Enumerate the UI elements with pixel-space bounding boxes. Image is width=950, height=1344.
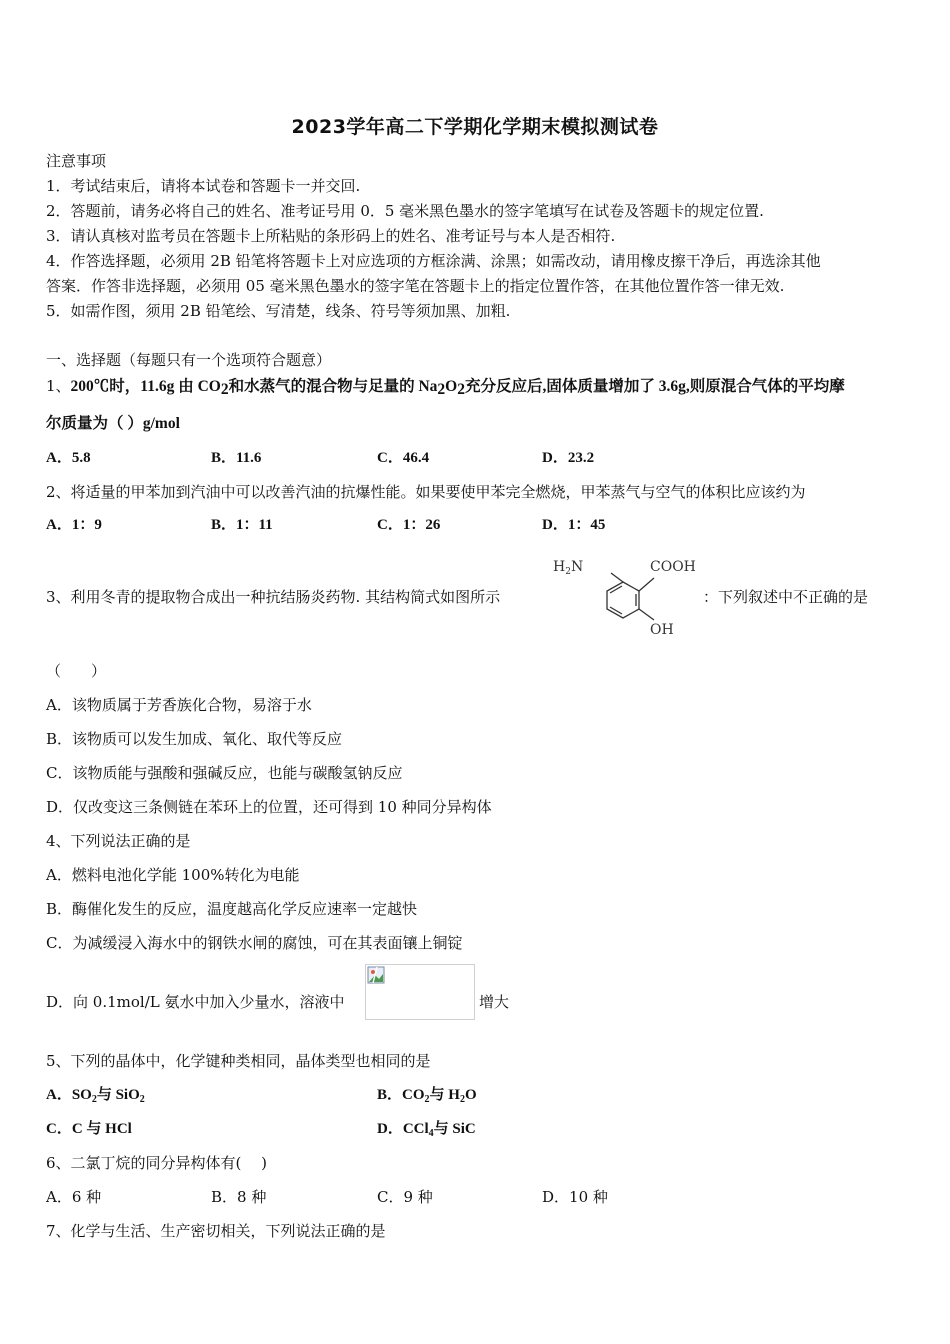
q1-option-d: D．23.2 — [542, 450, 595, 466]
q1-text: 充分反应后,固体质量增加了 3.6g,则原混合气体的平均摩 — [464, 378, 845, 395]
q3-option-b: B．该物质可以发生加成、氧化、取代等反应 — [46, 730, 343, 748]
q5-option-a: A．$SO_2$与 SiO$_2$ — [46, 1087, 145, 1105]
notice-item: 5．如需作图，须用 2B 铅笔绘、写清楚，线条、符号等须加黑、加粗. — [46, 302, 511, 320]
q1-sub: 2 — [220, 381, 229, 398]
question-3-stem: 3、利用冬青的提取物合成出一种抗结肠炎药物. 其结构简式如图所示 — [46, 588, 501, 606]
page-title: 2023学年高二下学期化学期末模拟测试卷 — [291, 116, 659, 138]
question-7-stem: 7、化学与生活、生产密切相关，下列说法正确的是 — [46, 1222, 386, 1240]
q2-option-b: B．1：11 — [211, 517, 273, 533]
q6-option-a: A．6 种 — [46, 1188, 102, 1206]
q4-option-b: B．酶催化发生的反应，温度越高化学反应速率一定越快 — [46, 900, 418, 918]
q2-option-c: C．1：26 — [377, 517, 441, 533]
question-2-stem: 2、将适量的甲苯加到汽油中可以改善汽油的抗爆性能。如果要使甲苯完全燃烧，甲苯蒸气与空气的体积比应该约为 — [46, 483, 806, 501]
question-3-paren: （ ） — [46, 662, 107, 680]
q3-option-a: A．该物质属于芳香族化合物，易溶于水 — [46, 696, 312, 714]
q3-option-c: C．该物质能与强酸和强碱反应，也能与碳酸氢钠反应 — [46, 764, 403, 782]
q4-option-a: A．燃料电池化学能 100%转化为电能 — [46, 866, 300, 884]
q4-option-d-pre: D．向 0.1mol/L 氨水中加入少量水，溶液中 — [46, 993, 345, 1011]
q6-option-d: D．10 种 — [542, 1188, 608, 1206]
q6-option-c: C．9 种 — [377, 1188, 433, 1206]
q1-text: 200℃时，11.6g 由 CO — [70, 378, 221, 395]
q1-sub: 2 — [437, 381, 446, 398]
q4-option-d-post: 增大 — [479, 993, 510, 1011]
q1-text: O — [445, 378, 458, 395]
notice-heading: 注意事项 — [46, 152, 107, 170]
question-1-stem — [46, 376, 845, 400]
molecule-structure-image — [553, 552, 713, 642]
question-number: 1、 — [46, 377, 71, 395]
q5-option-d: D．CCl$_4$与 SiC — [377, 1121, 476, 1139]
notice-item: 答案．作答非选择题，必须用 05 毫米黑色墨水的签字笔在答题卡上的指定位置作答，在其他位置作答一律无效. — [46, 277, 785, 295]
structure-acid-label: COOH — [650, 559, 696, 575]
q6-option-b: B．8 种 — [211, 1188, 267, 1206]
question-4-stem: 4、下列说法正确的是 — [46, 832, 191, 850]
notice-item: 2．答题前，请务必将自己的姓名、准考证号用 0．5 毫米黑色墨水的签字笔填写在试卷及答题卡的规定位置. — [46, 202, 764, 220]
broken-image-icon — [367, 966, 385, 984]
q1-sub: 2 — [457, 381, 465, 398]
q5-option-c: C．C 与 HCl — [46, 1121, 132, 1137]
question-6-stem: 6、二氯丁烷的同分异构体有( ) — [46, 1154, 268, 1172]
notice-item: 1．考试结束后，请将本试卷和答题卡一并交回. — [46, 177, 361, 195]
structure-hydroxyl-label: OH — [650, 622, 674, 638]
q1-option-c: C．46.4 — [377, 450, 430, 466]
q2-option-a: A．1：9 — [46, 517, 102, 533]
question-3-stem-end: ：下列叙述中不正确的是 — [703, 588, 869, 606]
q3-option-d: D．仅改变这三条侧链在苯环上的位置，还可得到 10 种同分异构体 — [46, 798, 492, 816]
section-heading: 一、选择题（每题只有一个选项符合题意） — [46, 351, 332, 369]
q2-option-d: D．1：45 — [542, 517, 606, 533]
broken-image-placeholder — [365, 964, 475, 1020]
q1-option-a: A．5.8 — [46, 450, 91, 466]
question-5-stem: 5、下列的晶体中，化学键种类相同，晶体类型也相同的是 — [46, 1052, 431, 1070]
q4-option-c: C．为减缓浸入海水中的钢铁水闸的腐蚀，可在其表面镶上铜锭 — [46, 934, 463, 952]
q5-option-b: B．$CO_2$与 $H_2O$ — [377, 1087, 477, 1105]
q1-option-b: B．11.6 — [211, 450, 262, 466]
notice-item: 3．请认真核对监考员在答题卡上所粘贴的条形码上的姓名、准考证号与本人是否相符. — [46, 227, 616, 245]
structure-amine-label: $H_2N$ — [553, 559, 584, 577]
question-1-stem-line2: 尔质量为（ ）g/mol — [46, 415, 180, 432]
notice-item: 4．作答选择题，必须用 2B 铅笔将答题卡上对应选项的方框涂满、涂黑；如需改动，请用橡皮擦干净后，再选涂其他 — [46, 252, 821, 270]
q1-text: 和水蒸气的混合物与足量的 Na — [228, 378, 438, 395]
